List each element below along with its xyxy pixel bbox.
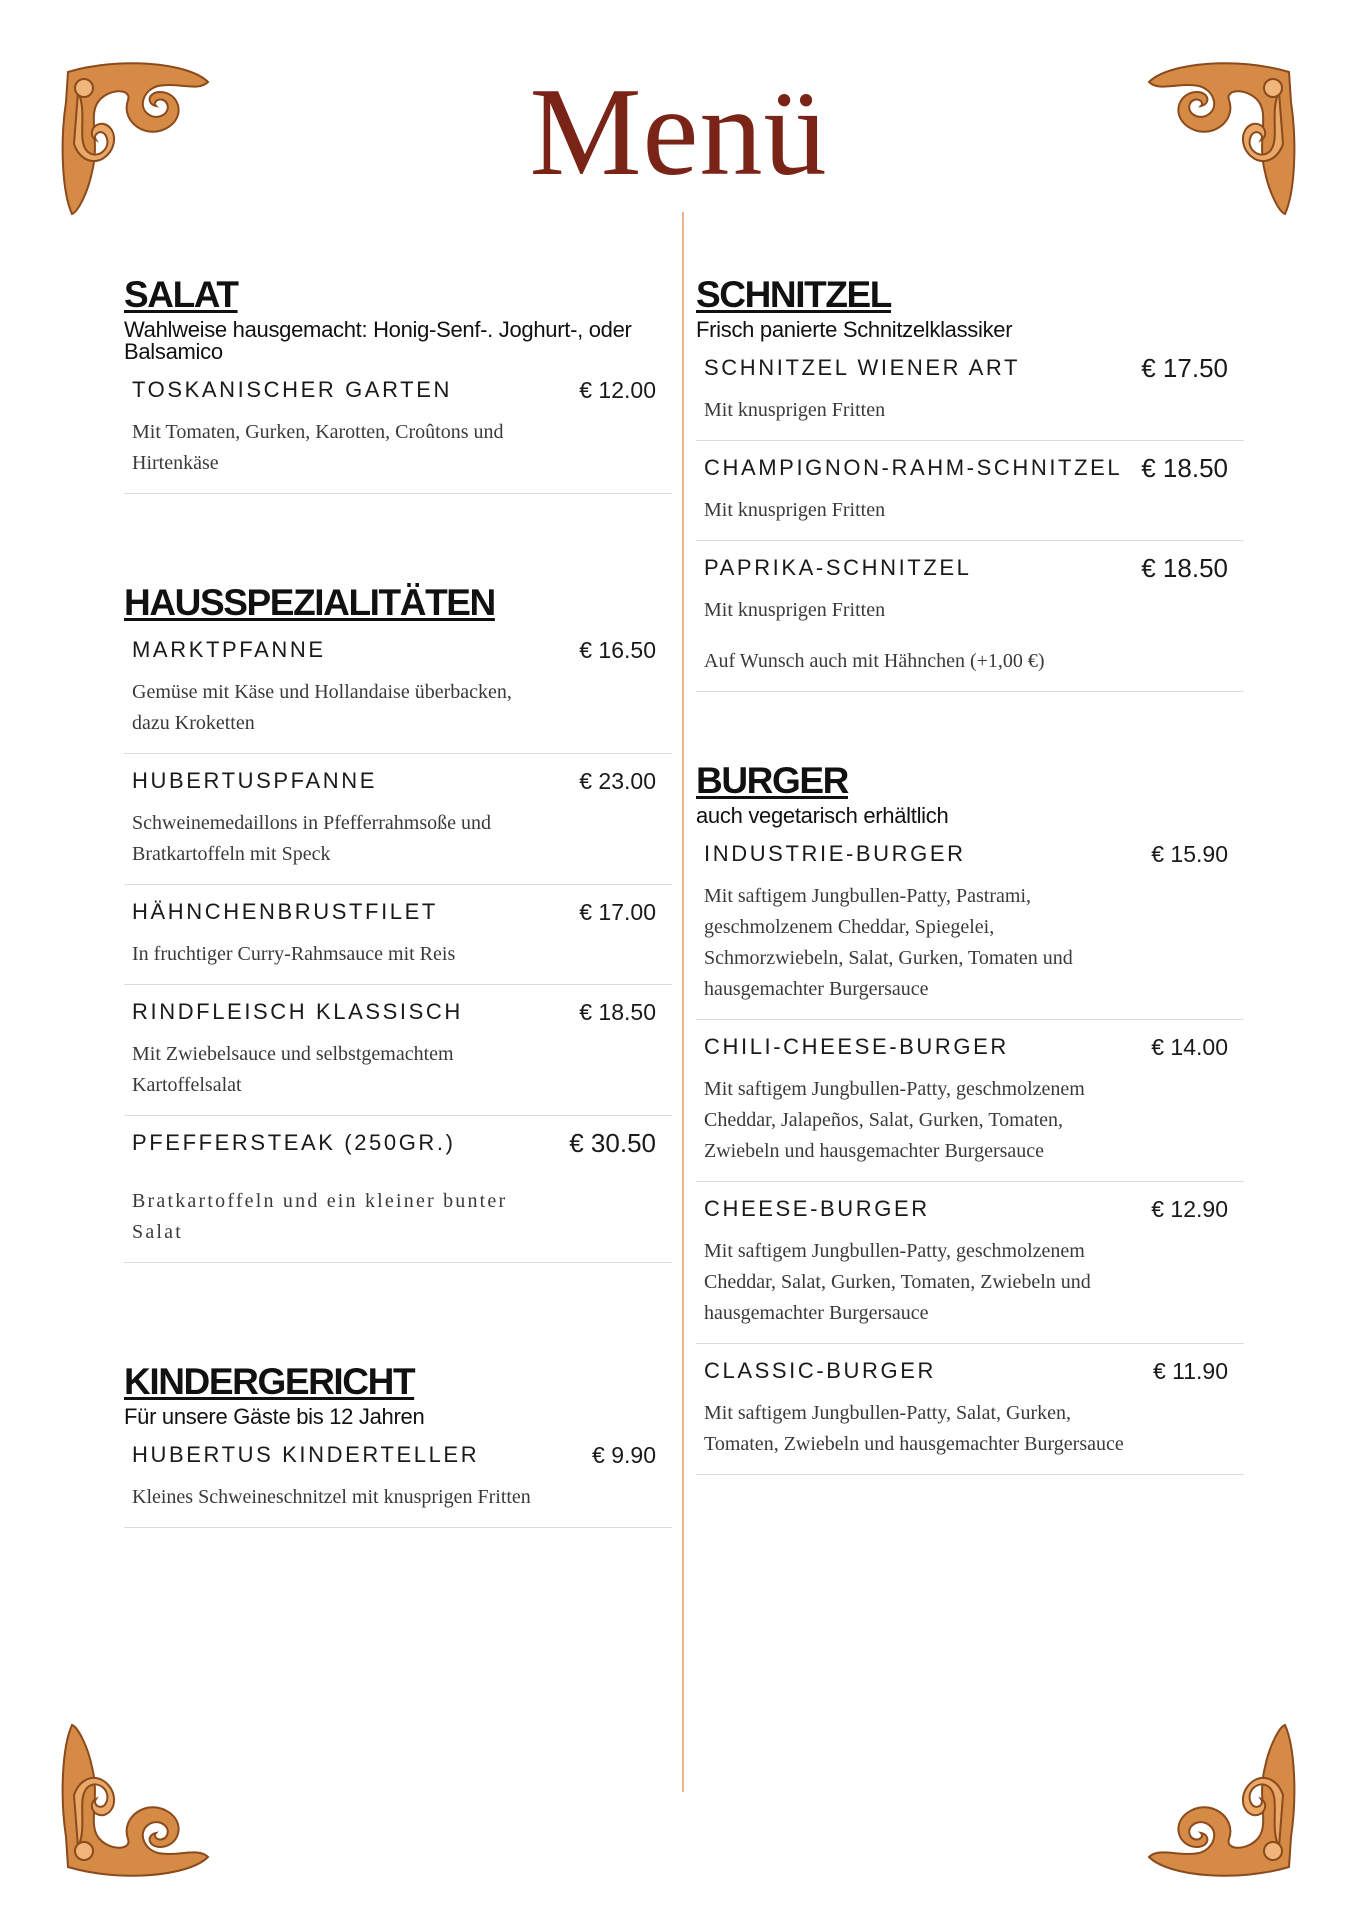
baroque-scroll-icon: [1134, 1712, 1309, 1887]
menu-item: [124, 754, 672, 885]
item-name: HUBERTUSPFANNE: [132, 767, 378, 793]
menu-item: [696, 441, 1244, 541]
item-description: Mit Zwiebelsauce und selbstgemachtem Kartoffelsalat: [132, 1042, 454, 1096]
menu-item: [696, 1182, 1244, 1344]
menu-item: [124, 1428, 672, 1528]
item-description: Mit saftigem Jungbullen-Patty, Pastrami, geschmolzenem Cheddar, Spiegelei, Schmorzwiebeln, Salat, Gurken, Tomaten und hausgemachter Burgersauce: [704, 884, 1073, 1000]
item-name: RINDFLEISCH KLASSISCH: [132, 998, 463, 1024]
item-price: € 12.00: [579, 376, 656, 403]
item-description: Mit saftigem Jungbullen-Patty, Salat, Gurken, Tomaten, Zwiebeln und hausgemachter Burgersauce: [704, 1401, 1124, 1455]
section-title: BURGER: [696, 759, 848, 801]
menu-item: [696, 541, 1244, 692]
item-price: € 18.50: [1141, 452, 1228, 483]
item-name: PFEFFERSTEAK (250GR.): [132, 1129, 456, 1155]
item-description: Mit knusprigen Fritten: [704, 498, 886, 521]
item-description: Mit Tomaten, Gurken, Karotten, Croûtons und Hirtenkäse: [132, 420, 504, 474]
item-price: € 9.90: [592, 1441, 656, 1468]
ornament-bottom-right: [1134, 1712, 1309, 1887]
item-price: € 11.90: [1152, 1357, 1228, 1384]
item-description: Mit saftigem Jungbullen-Patty, geschmolzenem Cheddar, Salat, Gurken, Tomaten, Zwiebeln und hausgemachter Burgersauce: [704, 1239, 1091, 1324]
column-divider: [682, 212, 684, 1792]
section-hausspezialitaeten: [124, 581, 672, 1263]
left-column: [124, 276, 672, 1528]
item-price: € 17.50: [1141, 352, 1228, 383]
item-description: In fruchtiger Curry-Rahmsauce mit Reis: [132, 942, 456, 965]
menu-item: [696, 827, 1244, 1020]
item-price: € 14.00: [1151, 1033, 1228, 1060]
item-description: Gemüse mit Käse und Hollandaise überbacken, dazu Kroketten: [132, 680, 512, 734]
menu-item: [696, 341, 1244, 441]
section-subtitle: Für unsere Gäste bis 12 Jahren: [124, 1403, 425, 1429]
item-name: CHAMPIGNON-RAHM-SCHNITZEL: [704, 454, 1123, 480]
item-description: Kleines Schweineschnitzel mit knusprigen Fritten: [132, 1485, 531, 1508]
item-description: Mit knusprigen Fritten: [704, 598, 886, 621]
item-note: Auf Wunsch auch mit Hähnchen (+1,00 €): [704, 649, 1045, 672]
item-price: € 17.00: [579, 898, 656, 925]
menu-item: [124, 985, 672, 1116]
section-title: HAUSSPEZIALITÄTEN: [124, 581, 495, 623]
menu-item: [124, 1116, 672, 1263]
section-title: KINDERGERICHT: [124, 1360, 415, 1402]
menu-item: [124, 363, 672, 494]
section-subtitle: Wahlweise hausgemacht: Honig-Senf-. Joghurt-, oder Balsamico: [124, 316, 632, 364]
item-price: € 15.90: [1151, 840, 1228, 867]
item-price: € 16.50: [579, 636, 656, 663]
item-name: CHILI-CHEESE-BURGER: [704, 1033, 1009, 1059]
item-name: HUBERTUS KINDERTELLER: [132, 1441, 480, 1467]
section-subtitle: Frisch panierte Schnitzelklassiker: [696, 316, 1013, 342]
item-name: HÄHNCHENBRUSTFILET: [132, 898, 438, 924]
item-name: CLASSIC-BURGER: [704, 1357, 936, 1383]
item-name: SCHNITZEL WIENER ART: [704, 354, 1021, 380]
item-name: PAPRIKA-SCHNITZEL: [704, 554, 972, 580]
item-description: Schweinemedaillons in Pfefferrahmsoße und Bratkartoffeln mit Speck: [132, 811, 491, 865]
item-description: Mit saftigem Jungbullen-Patty, geschmolzenem Cheddar, Jalapeños, Salat, Gurken, Tomaten, Zwiebeln und hausgemachter Burgersauce: [704, 1077, 1085, 1162]
baroque-scroll-icon: [48, 1712, 223, 1887]
item-name: MARKTPFANNE: [132, 636, 326, 662]
item-description: Bratkartoffeln und ein kleiner bunter Salat: [132, 1189, 508, 1243]
menu-item: [696, 1344, 1244, 1475]
item-name: INDUSTRIE-BURGER: [704, 840, 966, 866]
item-name: CHEESE-BURGER: [704, 1195, 930, 1221]
section-title: SCHNITZEL: [696, 274, 892, 315]
section-schnitzel: [696, 276, 1244, 692]
item-description: Mit knusprigen Fritten: [704, 398, 886, 421]
item-name: TOSKANISCHER GARTEN: [132, 376, 452, 402]
menu-item: [124, 623, 672, 754]
item-price: € 23.00: [579, 767, 656, 794]
section-subtitle: auch vegetarisch erhältlich: [696, 802, 949, 828]
page-title: Menü: [529, 63, 828, 202]
ornament-bottom-left: [48, 1712, 223, 1887]
menu-item: [124, 885, 672, 985]
item-price: € 12.90: [1151, 1195, 1228, 1222]
item-price: € 30.50: [569, 1127, 656, 1158]
section-kindergericht: [124, 1360, 672, 1528]
item-price: € 18.50: [1141, 552, 1228, 583]
menu-item: [696, 1020, 1244, 1182]
item-price: € 18.50: [579, 998, 656, 1025]
section-salat: [124, 276, 672, 494]
section-title: SALAT: [124, 274, 238, 315]
section-burger: [696, 759, 1244, 1475]
right-column: [696, 276, 1244, 1475]
